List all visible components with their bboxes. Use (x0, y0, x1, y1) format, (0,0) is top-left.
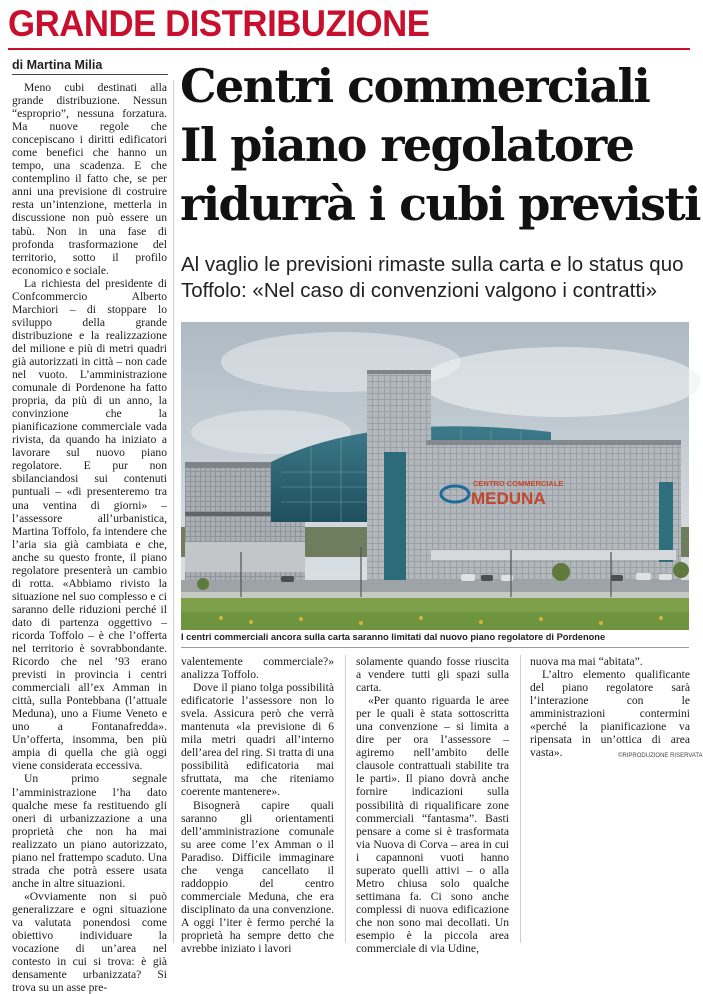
article-column-4 (530, 655, 690, 765)
article-column-3 (356, 655, 509, 956)
paragraph: solamente quando fosse riuscita a vendere tutti gli spazi sulla carta. (356, 655, 509, 695)
paragraph: Un primo segnale l’amministrazione l’ha dato qualche mese fa restituendo gli oneri di urbanizzazione a una proprietà che non ha mai realizzato un piano autorizzato, piano nel frattempo scaduto. Una strada che potrà essere usata anche in altre situazioni. (12, 772, 167, 890)
sign-line-1: CENTRO COMMERCIALE (473, 479, 564, 488)
paragraph: «Per quanto riguarda le aree per le quali è stata sottoscritta una convenzione – si limita a dire per ora l’assessore – agiremo nell’ambito delle clausole contrattuali stabilite tra le parti». Il piano dovrà anche fornire indicazioni sulla possibilità di riqualificare zone commerciali “fantasma”. Basti pensare a come si è trasformata via Nuova di Corva – area in cui i capannoni vuoti hanno superato quelli attivi – o alla Metro chiusa solo qualche settimana fa. Ci sono anche complessi di nuova edificazione che non sono mai decollati. Un esempio è la piccola area commerciale di via Udine, (356, 694, 509, 956)
paragraph: nuova ma mai “abitata”. (530, 655, 643, 668)
byline-rule (12, 74, 168, 75)
subheadline (181, 252, 691, 304)
article-column-2 (181, 655, 334, 956)
paragraph: «Ovviamente non si può generalizzare e ogni situazione va valutata ponendosi come obiettivo individuare la vocazione di un’area nel contesto in cui si trova: è già densamente urbanizzata? Si trova su un asse pre- (12, 889, 167, 994)
paragraph: Bisognerà capire quali saranno gli orientamenti dell’amministrazione comunale su aree come l’ex Amman o il Paradiso. Difficile immaginare che venga cancellato il raddoppio del centro commerciale Meduna, che era disciplinato da una convenzione. A oggi l’iter è fermo perché la proprietà ha sempre detto che avrebbe iniziato i lavori (181, 798, 334, 956)
headline-line: ridurrà i cubi previsti (180, 177, 700, 231)
headline-line: Il piano regolatore (180, 118, 634, 172)
paragraph: L’altro elemento qualificante del piano regolatore sarà l’interazione con le amministrazioni contermini «perché la pianificazione va ripensata in un’ottica di area vasta». (530, 668, 690, 760)
copyright-notice: ©RIPRODUZIONE RISERVATA (618, 753, 703, 759)
sign-line-2: MEDUNA (471, 489, 546, 508)
byline: di Martina Milia (12, 58, 103, 72)
subheadline-line: Al vaglio le previsioni rimaste sulla carta e lo status quo (181, 253, 684, 276)
paragraph: valentemente commerciale?» analizza Toffolo. (181, 655, 334, 682)
column-divider (520, 655, 521, 943)
paragraph: La richiesta del presidente di Confcommercio Alberto Marchiori – di stoppare lo sviluppo della grande distribuzione e la realizzazione del milione e più di metri quadri già autorizzati in città – non cade nel vuoto. L’amministrazione comunale di Pordenone ha fatto propria, da più di un anno, la convinzione che la pianificazione commerciale vada rivista, da quando ha iniziato a lavorare sul nuovo piano regolatore. E pur non sbilanciandosi sui contenuti puntuali – «di presenteremo tra una ventina di giorni» – l’assessore all’urbanistica, Martina Toffolo, fa intendere che l’aria sia già cambiata e che, anche su questo fronte, il piano regolatore presenterà un cambio di rotta. «Abbiamo rivisto la situazione nel suo complesso e ci saranno delle riduzioni perché il dato di partenza oggettivo – ricorda Toffolo – è che l’offerta nel territorio è sovrabbondante. Ricordo che nel ’93 erano previsti in provincia i centri commerciali all’ex Amman in città, sulla Pontebbana (l’attuale Meduna), uno a Fiume Veneto e uno a Fontanafredda». Un’offerta, insomma, ben più ampia di quella che già oggi viene considerata eccessiva. (12, 276, 167, 773)
headline (180, 57, 700, 234)
column-divider (345, 655, 346, 943)
article-column-left (12, 81, 167, 994)
section-title: GRANDE DISTRIBUZIONE (8, 3, 430, 44)
paragraph: Meno cubi destinati alla grande distribuzione. Nessun “esproprio”, nessuna forzatura. Ma nuove regole che concepiscano i diritti edificatori come benefici che hanno un tempo, una scadenza. E che contemplino il fatto che, se per anni una previsione di costruire resta un’intenzione, metterla in discussione non può essere un tabù. Non in una fase di profonda trasformazione del territorio, sotto il profilo economico e sociale. (12, 81, 167, 277)
column-divider (173, 80, 174, 943)
headline-line: Centri commerciali (180, 59, 650, 113)
caption-rule (181, 647, 689, 648)
paragraph: Dove il piano tolga possibilità edificatorie l’assessore non lo svela. Assicura però che verrà mantenuta «la previsione di 6 mila metri quadri all’interno dell’area del ring. Si tratta di una possibilità edificatoria mai sfruttata, ma che riteniamo coerente mantenere». (181, 681, 334, 799)
photo-caption: I centri commerciali ancora sulla carta saranno limitati dal nuovo piano regolatore di Pordenone (181, 632, 606, 642)
subheadline-line: Toffolo: «Nel caso di convenzioni valgono i contratti» (181, 279, 657, 302)
shopping-center-photo (181, 322, 689, 630)
section-rule (8, 48, 690, 50)
